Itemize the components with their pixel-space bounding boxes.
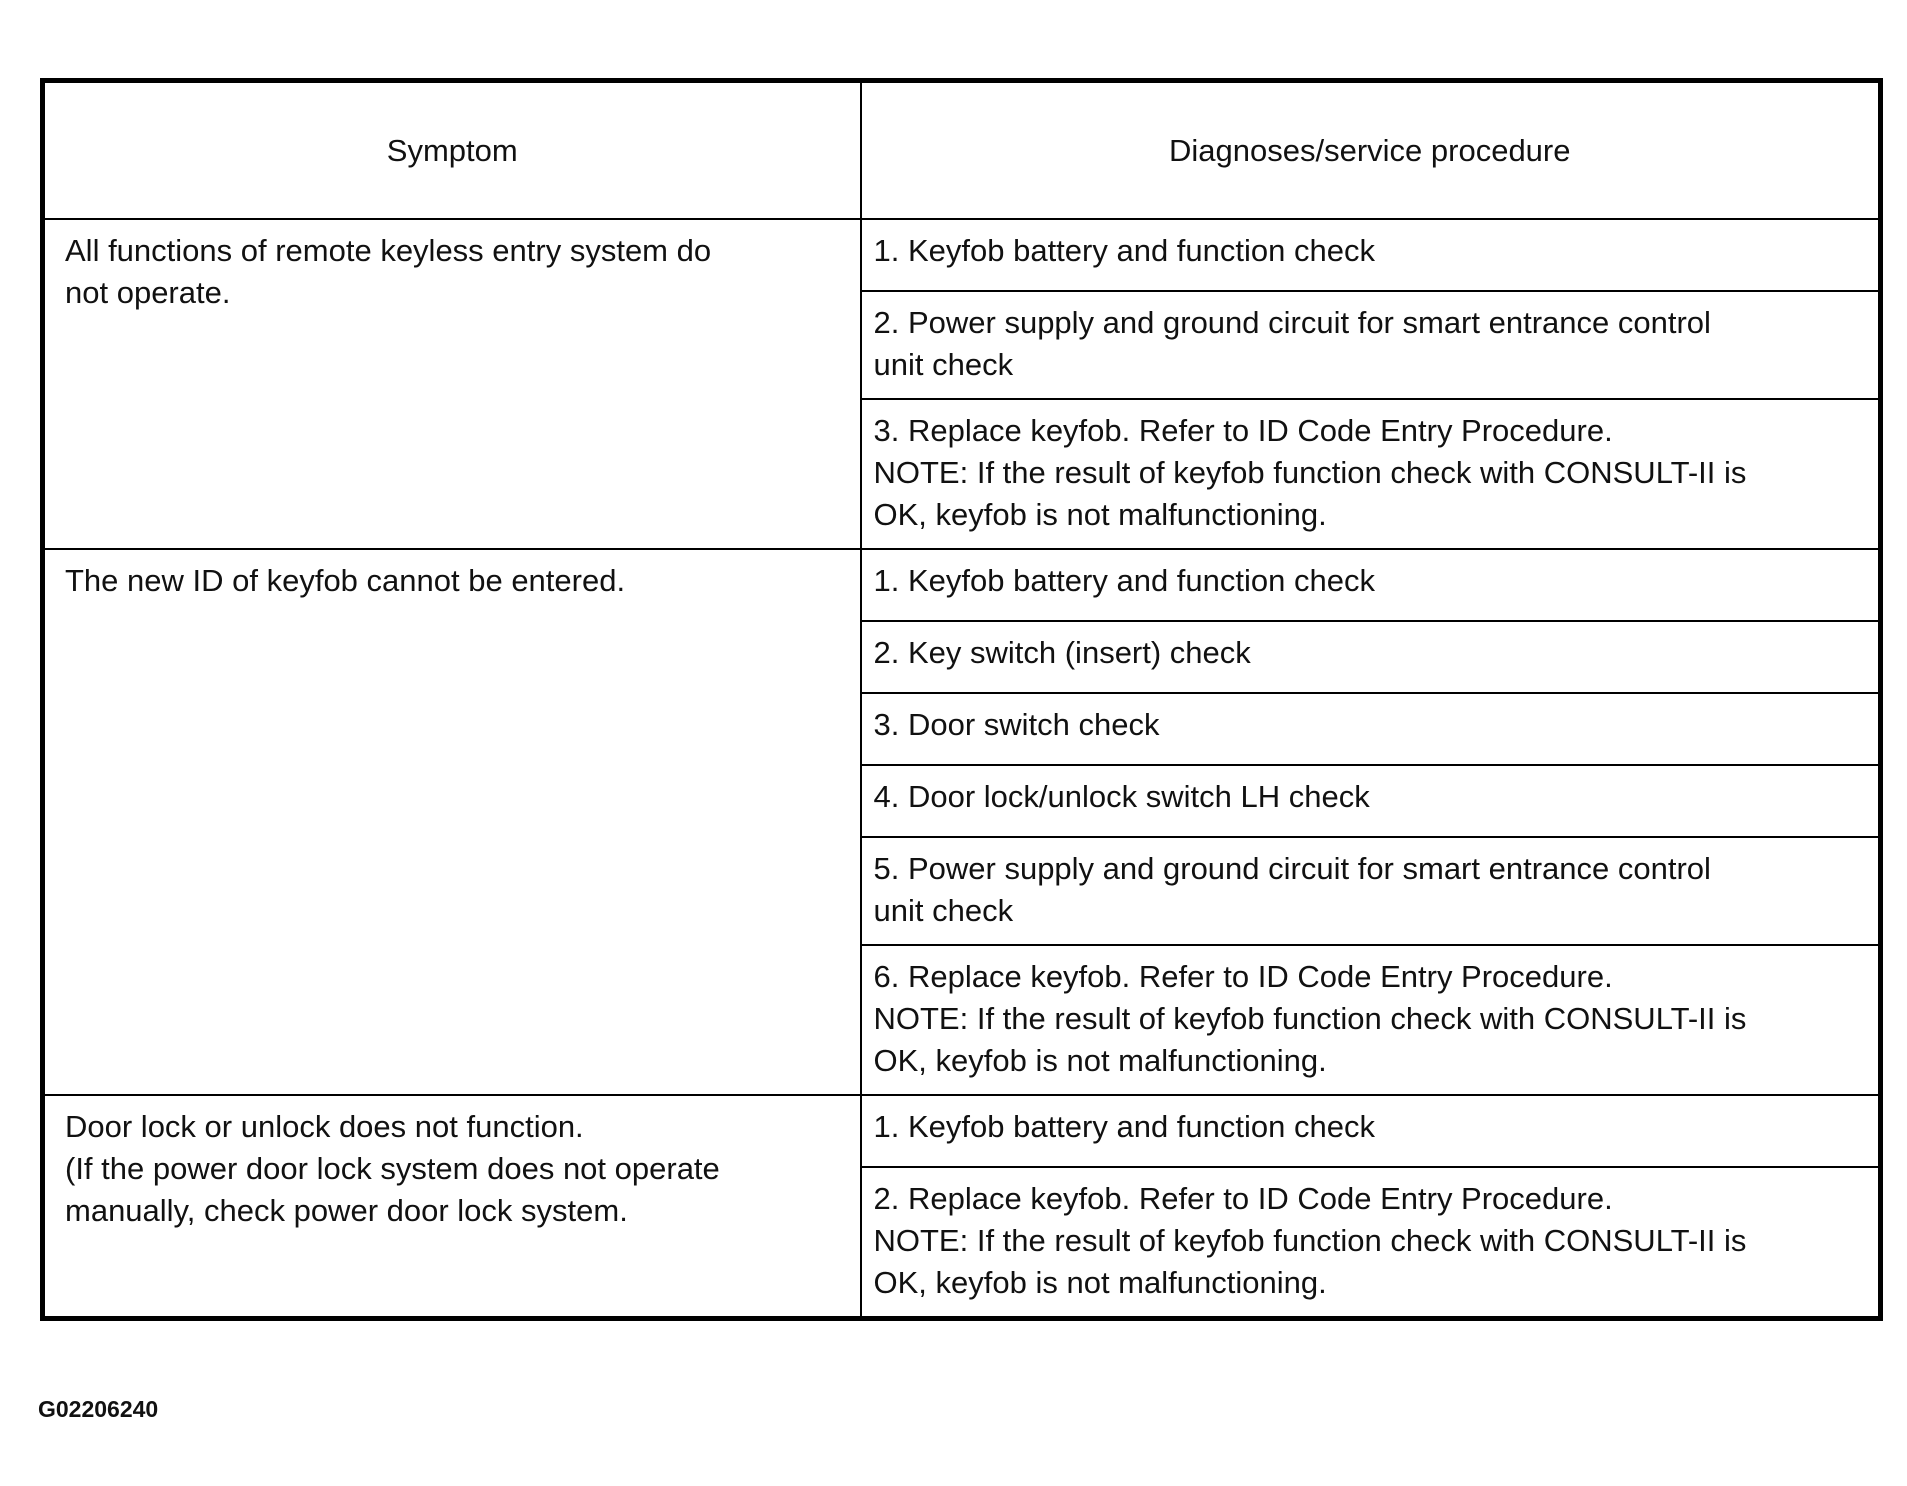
symptom-text-line: (If the power door lock system does not operate — [65, 1151, 720, 1186]
symptom-text-line: not operate. — [65, 275, 231, 310]
table-header-row — [43, 81, 1881, 220]
symptom-cell — [43, 1095, 861, 1319]
procedure-text-line: 2. Key switch (insert) check — [873, 635, 1251, 670]
procedure-text-line: 3. Replace keyfob. Refer to ID Code Entry Procedure. — [873, 413, 1613, 448]
symptom-text-line: Door lock or unlock does not function. — [65, 1109, 584, 1144]
procedure-text-line: OK, keyfob is not malfunctioning. — [873, 497, 1327, 532]
table-row — [43, 219, 1881, 291]
procedure-step-cell — [861, 1095, 1881, 1167]
symptom-text-line: manually, check power door lock system. — [65, 1193, 628, 1228]
procedure-text-line: 2. Power supply and ground circuit for smart entrance control — [873, 305, 1711, 340]
diagnosis-table — [40, 78, 1883, 1321]
procedure-step-cell — [861, 621, 1881, 693]
procedure-step-cell — [861, 291, 1881, 399]
symptom-text-line: All functions of remote keyless entry system do — [65, 233, 712, 268]
procedure-text-line: 3. Door switch check — [873, 707, 1160, 742]
table-row — [43, 549, 1881, 621]
procedure-step-cell — [861, 219, 1881, 291]
procedure-step-cell — [861, 549, 1881, 621]
procedure-text-line: 4. Door lock/unlock switch LH check — [873, 779, 1370, 814]
symptom-text-line: The new ID of keyfob cannot be entered. — [65, 563, 626, 598]
procedure-step-cell — [861, 765, 1881, 837]
procedure-text-line: NOTE: If the result of keyfob function check with CONSULT-II is — [873, 455, 1747, 490]
figure-code: G02206240 — [38, 1396, 159, 1422]
procedure-text-line: 2. Replace keyfob. Refer to ID Code Entry Procedure. — [873, 1181, 1613, 1216]
procedure-text-line: 1. Keyfob battery and function check — [873, 563, 1375, 598]
symptom-header: Symptom — [43, 81, 861, 220]
procedure-step-cell — [861, 693, 1881, 765]
procedure-text-line: unit check — [873, 893, 1014, 928]
table-row — [43, 1095, 1881, 1167]
procedure-text-line: 5. Power supply and ground circuit for smart entrance control — [873, 851, 1711, 886]
procedure-text-line: 6. Replace keyfob. Refer to ID Code Entry Procedure. — [873, 959, 1613, 994]
procedure-step-cell — [861, 945, 1881, 1095]
procedure-header: Diagnoses/service procedure — [861, 81, 1881, 220]
procedure-step-cell — [861, 837, 1881, 945]
procedure-text-line: NOTE: If the result of keyfob function check with CONSULT-II is — [873, 1223, 1747, 1258]
procedure-text-line: OK, keyfob is not malfunctioning. — [873, 1265, 1327, 1300]
procedure-step-cell — [861, 1167, 1881, 1319]
procedure-text-line: NOTE: If the result of keyfob function check with CONSULT-II is — [873, 1001, 1747, 1036]
symptom-cell — [43, 549, 861, 1095]
procedure-text-line: OK, keyfob is not malfunctioning. — [873, 1043, 1327, 1078]
procedure-text-line: 1. Keyfob battery and function check — [873, 233, 1375, 268]
symptom-cell — [43, 219, 861, 549]
table-body — [43, 219, 1881, 1319]
procedure-text-line: unit check — [873, 347, 1014, 382]
procedure-text-line: 1. Keyfob battery and function check — [873, 1109, 1375, 1144]
procedure-step-cell — [861, 399, 1881, 549]
